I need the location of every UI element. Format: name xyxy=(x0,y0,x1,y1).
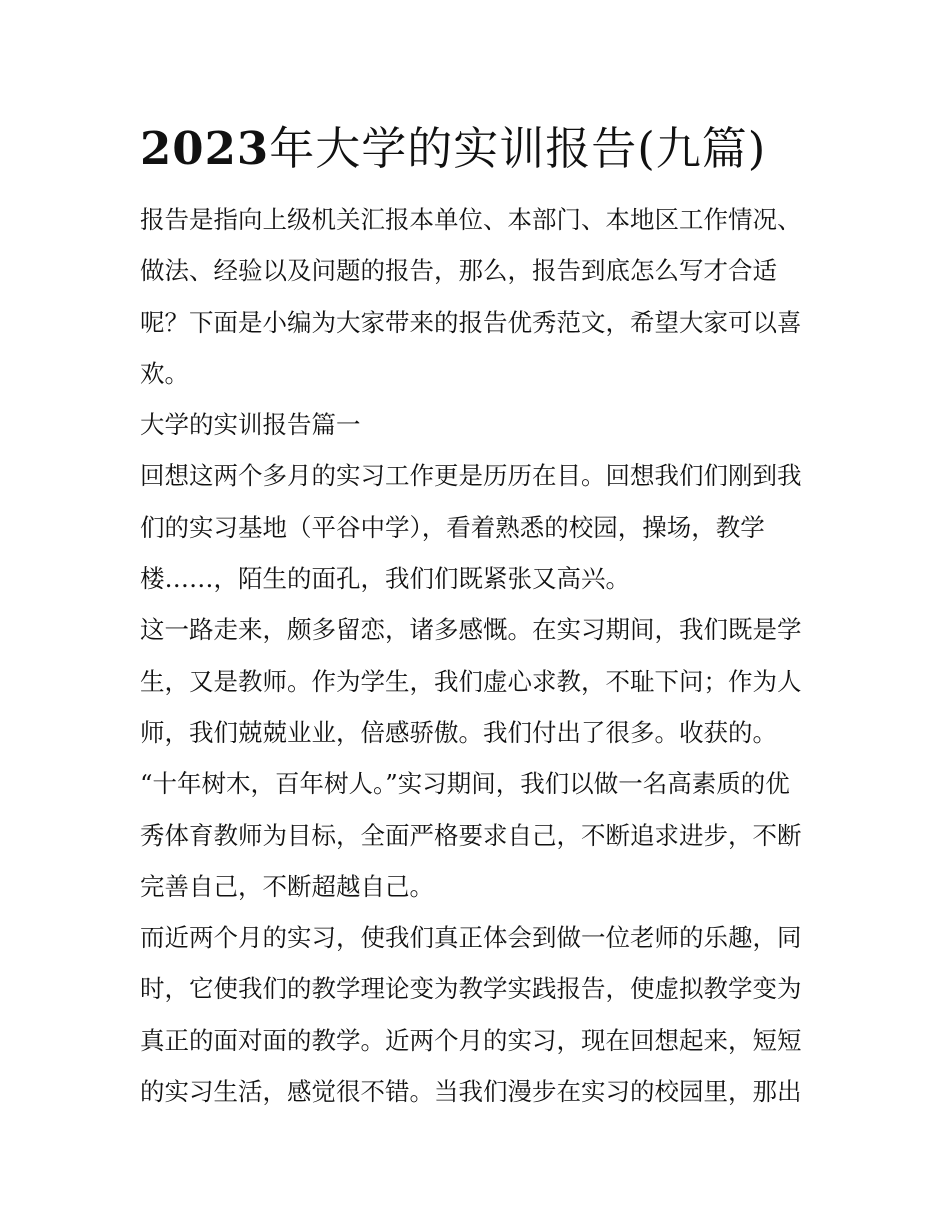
text-line: 完善自己，不断超越自己。 xyxy=(140,871,434,901)
paragraph xyxy=(140,912,812,1117)
text-line: 呢？下面是小编为大家带来的报告优秀范文，希望大家可以喜 xyxy=(140,307,802,337)
text-line: 生，又是教师。作为学生，我们虚心求教，不耻下问；作为人 xyxy=(140,666,802,696)
text-line: “十年树木，百年树人。”实习期间，我们以做一名高素质的优 xyxy=(140,769,790,799)
title-text: 年大学的实训报告(九篇) xyxy=(269,122,767,175)
text-line: 大学的实训报告篇一 xyxy=(140,410,361,440)
text-line: 楼……，陌生的面孔，我们们既紧张又高兴。 xyxy=(140,564,630,594)
text-line: 们的实习基地（平谷中学），看着熟悉的校园，操场，教学 xyxy=(140,512,765,542)
text-line: 欢。 xyxy=(140,358,189,388)
document-title xyxy=(140,118,812,180)
paragraph xyxy=(140,758,812,912)
text-line: 这一路走来，颇多留恋，诸多感慨。在实习期间，我们既是学 xyxy=(140,615,802,645)
text-line: 秀体育教师为目标，全面严格要求自己，不断追求进步，不断 xyxy=(140,820,802,850)
paragraph xyxy=(140,604,812,758)
text-line: 的实习生活，感觉很不错。当我们漫步在实习的校园里，那出 xyxy=(140,1077,802,1107)
section-heading xyxy=(140,399,812,450)
text-line: 回想这两个多月的实习工作更是历历在目。回想我们们刚到我 xyxy=(140,461,802,491)
title-year: 2023 xyxy=(140,122,270,175)
text-line: 而近两个月的实习，使我们真正体会到做一位老师的乐趣，同 xyxy=(140,923,802,953)
text-line: 报告是指向上级机关汇报本单位、本部门、本地区工作情况、 xyxy=(140,205,802,234)
text-line: 师，我们兢兢业业，倍感骄傲。我们付出了很多。收获的。 xyxy=(140,717,777,747)
paragraph xyxy=(140,450,812,604)
document-page xyxy=(140,118,812,1117)
text-line: 真正的面对面的教学。近两个月的实习，现在回想起来，短短 xyxy=(140,1025,802,1055)
paragraph-intro xyxy=(140,194,812,399)
text-line: 时，它使我们的教学理论变为教学实践报告，使虚拟教学变为 xyxy=(140,974,802,1004)
text-line: 做法、经验以及问题的报告，那么，报告到底怎么写才合适 xyxy=(140,256,777,286)
